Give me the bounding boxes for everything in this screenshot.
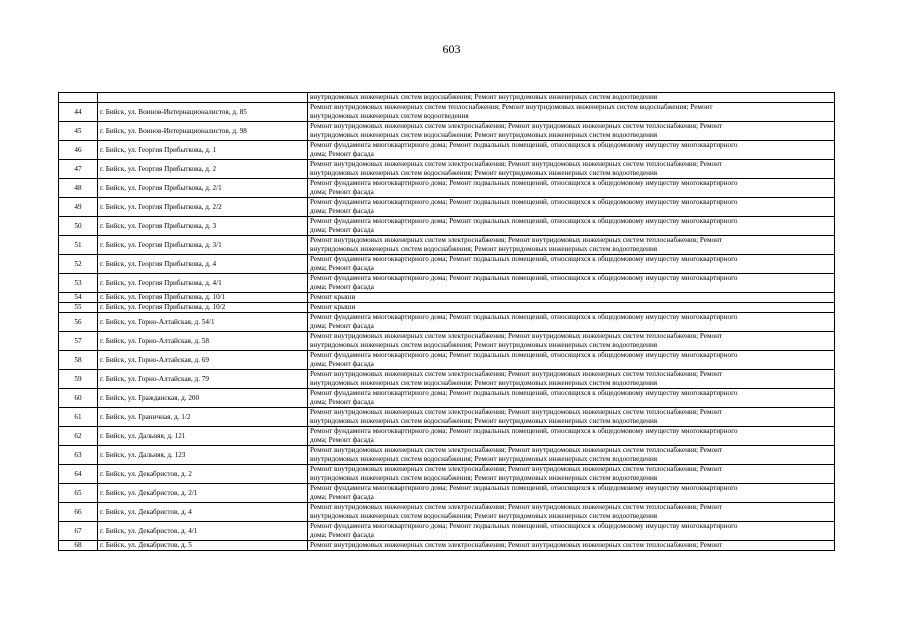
work-line: Ремонт фундамента многоквартирного дома; Ремонт подвальных помещений, относящихся к общедомовому имуществу многоквартирного [310,389,738,397]
table-row [59,198,835,217]
row-works [308,122,835,141]
table-row [59,274,835,293]
work-line: дома; Ремонт фасада [310,283,374,291]
work-line: Ремонт фундамента многоквартирного дома; Ремонт подвальных помещений, относящихся к общедомовому имуществу многоквартирного [310,274,738,282]
work-line: дома; Ремонт фасада [310,322,374,330]
row-works [308,351,835,370]
row-works [308,255,835,274]
row-works [308,446,835,465]
work-line: внутридомовых инженерных систем водоснабжения; Ремонт внутридомовых инженерных систем водоотведения [310,474,658,482]
row-address: г. Бийск, ул. Декабристов, д. 4 [98,503,308,522]
work-line: Ремонт фундамента многоквартирного дома; Ремонт подвальных помещений, относящихся к общедомовому имуществу многоквартирного [310,522,738,530]
row-number: 65 [59,484,98,503]
row-works [308,160,835,179]
work-line: Ремонт внутридомовых инженерных систем электроснабжения; Ремонт внутридомовых инженерных систем теплоснабжения; Ремонт [310,122,723,130]
work-line: дома; Ремонт фасада [310,531,374,539]
table-row [59,370,835,389]
work-line: дома; Ремонт фасада [310,207,374,215]
row-number: 49 [59,198,98,217]
table-row [59,179,835,198]
row-works [308,198,835,217]
row-address: г. Бийск, ул. Георгия Прибыткова, д. 2 [98,160,308,179]
row-address: г. Бийск, ул. Горно-Алтайская, д. 54/1 [98,313,308,332]
table-row [59,160,835,179]
row-works [308,484,835,503]
row-address: г. Бийск, ул. Горно-Алтайская, д. 69 [98,351,308,370]
work-line: Ремонт внутридомовых инженерных систем теплоснабжения; Ремонт внутридомовых инженерных систем водоснабжения; Ремонт [310,103,713,111]
row-number: 58 [59,351,98,370]
work-line: дома; Ремонт фасада [310,436,374,444]
work-line: дома; Ремонт фасада [310,150,374,158]
table-row [59,427,835,446]
work-line: Ремонт фундамента многоквартирного дома; Ремонт подвальных помещений, относящихся к общедомовому имуществу многоквартирного [310,198,738,206]
table-row [59,217,835,236]
row-works [308,303,835,313]
table-row [59,465,835,484]
work-line: Ремонт внутридомовых инженерных систем электроснабжения; Ремонт внутридомовых инженерных систем теплоснабжения; Ремонт [310,160,723,168]
row-address: г. Бийск, ул. Декабристов, д. 4/1 [98,522,308,541]
row-number: 54 [59,293,98,303]
work-line: Ремонт внутридомовых инженерных систем электроснабжения; Ремонт внутридомовых инженерных систем теплоснабжения; Ремонт [310,503,723,511]
row-works [308,522,835,541]
row-number: 66 [59,503,98,522]
table-row [59,351,835,370]
table-row [59,313,835,332]
work-line: внутридомовых инженерных систем водоснабжения; Ремонт внутридомовых инженерных систем водоотведения [310,169,658,177]
work-line: Ремонт внутридомовых инженерных систем электроснабжения; Ремонт внутридомовых инженерных систем теплоснабжения; Ремонт [310,541,723,549]
table-row [59,503,835,522]
table-row [59,293,835,303]
row-works [308,179,835,198]
row-address: г. Бийск, ул. Дальняя, д. 123 [98,446,308,465]
row-number: 56 [59,313,98,332]
work-line: дома; Ремонт фасада [310,264,374,272]
row-number: 55 [59,303,98,313]
row-address: г. Бийск, ул. Декабристов, д. 5 [98,541,308,551]
work-line: дома; Ремонт фасада [310,188,374,196]
table-row [59,541,835,551]
work-line: Ремонт внутридомовых инженерных систем электроснабжения; Ремонт внутридомовых инженерных систем теплоснабжения; Ремонт [310,370,723,378]
work-line: Ремонт внутридомовых инженерных систем электроснабжения; Ремонт внутридомовых инженерных систем теплоснабжения; Ремонт [310,465,723,473]
table-row [59,122,835,141]
table-row [59,255,835,274]
table-row [59,332,835,351]
row-number: 52 [59,255,98,274]
table-row [59,484,835,503]
row-works [308,236,835,255]
row-number: 61 [59,408,98,427]
row-address: г. Бийск, ул. Гражданская, д. 200 [98,389,308,408]
row-number: 44 [59,103,98,122]
table-row [59,236,835,255]
row-number: 63 [59,446,98,465]
work-line: Ремонт фундамента многоквартирного дома; Ремонт подвальных помещений, относящихся к общедомовому имуществу многоквартирного [310,141,738,149]
row-address: г. Бийск, ул. Георгия Прибыткова, д. 10/2 [98,303,308,313]
row-number: 59 [59,370,98,389]
work-line: дома; Ремонт фасада [310,398,374,406]
table-row [59,93,835,103]
row-address: г. Бийск, ул. Георгия Прибыткова, д. 3/1 [98,236,308,255]
work-line: дома; Ремонт фасада [310,360,374,368]
row-works [308,370,835,389]
row-address: г. Бийск, ул. Георгия Прибыткова, д. 2/1 [98,179,308,198]
row-address: г. Бийск, ул. Георгия Прибыткова, д. 10/1 [98,293,308,303]
row-number [59,93,98,103]
table-row [59,446,835,465]
row-works [308,217,835,236]
work-line: внутридомовых инженерных систем водоснабжения; Ремонт внутридомовых инженерных систем водоотведения [310,131,658,139]
work-line: дома; Ремонт фасада [310,493,374,501]
work-line: Ремонт фундамента многоквартирного дома; Ремонт подвальных помещений, относящихся к общедомовому имуществу многоквартирного [310,427,738,435]
table-row [59,389,835,408]
repair-program-table [58,92,835,551]
row-number: 48 [59,179,98,198]
work-line: внутридомовых инженерных систем водоснабжения; Ремонт внутридомовых инженерных систем водоотведения [310,512,658,520]
table-row [59,522,835,541]
work-line: внутридомовых инженерных систем водоснабжения; Ремонт внутридомовых инженерных систем водоотведения [310,379,658,387]
row-works [308,541,835,551]
work-line: Ремонт фундамента многоквартирного дома; Ремонт подвальных помещений, относящихся к общедомовому имуществу многоквартирного [310,179,738,187]
row-number: 46 [59,141,98,160]
table-row [59,303,835,313]
row-address: г. Бийск, ул. Георгия Прибыткова, д. 4/1 [98,274,308,293]
work-line: Ремонт крыши [310,303,356,311]
row-address: г. Бийск, ул. Воинов-Интернационалистов, д. 85 [98,103,308,122]
row-works [308,93,835,103]
row-works [308,274,835,293]
row-address: г. Бийск, ул. Горно-Алтайская, д. 58 [98,332,308,351]
table-row [59,141,835,160]
row-works [308,332,835,351]
row-number: 50 [59,217,98,236]
row-number: 47 [59,160,98,179]
row-number: 45 [59,122,98,141]
row-number: 57 [59,332,98,351]
table-row [59,408,835,427]
work-line: дома; Ремонт фасада [310,226,374,234]
row-works [308,141,835,160]
row-number: 68 [59,541,98,551]
work-line: Ремонт внутридомовых инженерных систем электроснабжения; Ремонт внутридомовых инженерных систем теплоснабжения; Ремонт [310,408,723,416]
row-works [308,103,835,122]
row-works [308,503,835,522]
row-number: 67 [59,522,98,541]
row-address: г. Бийск, ул. Воинов-Интернационалистов, д. 98 [98,122,308,141]
row-number: 62 [59,427,98,446]
row-address: г. Бийск, ул. Георгия Прибыткова, д. 2/2 [98,198,308,217]
row-address: г. Бийск, ул. Декабристов, д. 2/1 [98,484,308,503]
row-works [308,293,835,303]
row-number: 60 [59,389,98,408]
row-address: г. Бийск, ул. Георгия Прибыткова, д. 1 [98,141,308,160]
row-number: 51 [59,236,98,255]
row-number: 53 [59,274,98,293]
row-address: г. Бийск, ул. Георгия Прибыткова, д. 4 [98,255,308,274]
work-line: внутридомовых инженерных систем водоотведения [310,112,469,120]
work-line: Ремонт фундамента многоквартирного дома; Ремонт подвальных помещений, относящихся к общедомовому имуществу многоквартирного [310,351,738,359]
work-line: Ремонт фундамента многоквартирного дома; Ремонт подвальных помещений, относящихся к общедомовому имуществу многоквартирного [310,255,738,263]
work-line: Ремонт внутридомовых инженерных систем электроснабжения; Ремонт внутридомовых инженерных систем теплоснабжения; Ремонт [310,446,723,454]
row-works [308,313,835,332]
page-number: 603 [442,42,461,56]
row-address: г. Бийск, ул. Граничная, д. 1/2 [98,408,308,427]
row-works [308,389,835,408]
work-line: Ремонт внутридомовых инженерных систем электроснабжения; Ремонт внутридомовых инженерных систем теплоснабжения; Ремонт [310,236,723,244]
row-address: г. Бийск, ул. Георгия Прибыткова, д. 3 [98,217,308,236]
row-works [308,408,835,427]
work-line: Ремонт фундамента многоквартирного дома; Ремонт подвальных помещений, относящихся к общедомовому имуществу многоквартирного [310,217,738,225]
work-line: внутридомовых инженерных систем водоснабжения; Ремонт внутридомовых инженерных систем водоотведения [310,245,658,253]
row-address [98,93,308,103]
row-works [308,465,835,484]
work-line: Ремонт фундамента многоквартирного дома; Ремонт подвальных помещений, относящихся к общедомовому имуществу многоквартирного [310,313,738,321]
work-line: Ремонт фундамента многоквартирного дома; Ремонт подвальных помещений, относящихся к общедомовому имуществу многоквартирного [310,484,738,492]
row-number: 64 [59,465,98,484]
work-line: внутридомовых инженерных систем водоснабжения; Ремонт внутридомовых инженерных систем водоотведения [310,417,658,425]
row-address: г. Бийск, ул. Горно-Алтайская, д. 79 [98,370,308,389]
row-address: г. Бийск, ул. Декабристов, д. 2 [98,465,308,484]
work-line: Ремонт крыши [310,293,356,301]
table-row [59,103,835,122]
work-line: Ремонт внутридомовых инженерных систем электроснабжения; Ремонт внутридомовых инженерных систем теплоснабжения; Ремонт [310,332,723,340]
row-works [308,427,835,446]
work-line: внутридомовых инженерных систем водоснабжения; Ремонт внутридомовых инженерных систем водоотведения [310,455,658,463]
row-address: г. Бийск, ул. Дальняя, д. 121 [98,427,308,446]
work-line: внутридомовых инженерных систем водоснабжения; Ремонт внутридомовых инженерных систем водоотведения [310,93,658,101]
work-line: внутридомовых инженерных систем водоснабжения; Ремонт внутридомовых инженерных систем водоотведения [310,341,658,349]
